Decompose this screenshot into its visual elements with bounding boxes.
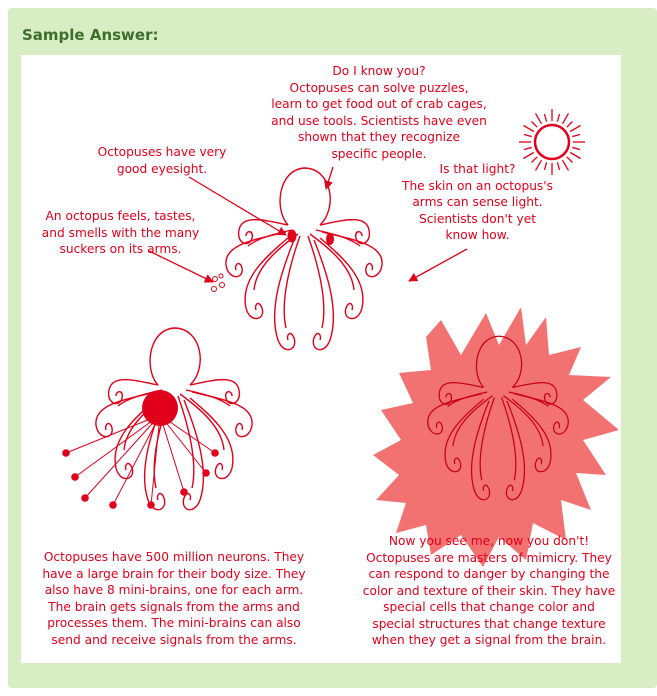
note-eyesight: Octopuses have very good eyesight. — [97, 145, 227, 176]
note-mimicry: Now you see me, now you don't! Octopuses are masters of mimicry. They can respond to danger by changing the color and texture of their skin. They have special cells that change color and special structures that change texture when they get a signal from the brain. — [362, 534, 616, 647]
octopus-sensing-illustration — [226, 168, 382, 350]
sucker-dots — [212, 274, 225, 292]
octopus-worksheet — [21, 55, 621, 663]
note-suckers: An octopus feels, tastes, and smells with the many suckers on its arms. — [41, 209, 200, 256]
note-neurons: Octopuses have 500 million neurons. They have a large brain for their body size. They also have 8 mini-brains, one for each arm. The brain gets signals from the arms and processes them. The mini-brains can also send and receive signals from the arms. — [42, 550, 306, 647]
section-heading: Sample Answer: — [22, 26, 159, 44]
mini-brains — [62, 415, 219, 509]
note-light: Is that light? The skin on an octopus's arms can sense light. Scientists don't yet know how. — [402, 162, 553, 242]
note-recognize-people: Do I know you? Octopuses can solve puzzles, learn to get food out of crab cages, and use tools. Scientists have even shown that they recognize specific people. — [271, 64, 487, 161]
octopus-eye-right — [326, 233, 334, 245]
octopus-eye-left — [288, 230, 297, 243]
camouflage-splat — [373, 307, 619, 567]
answer-panel — [8, 8, 657, 688]
